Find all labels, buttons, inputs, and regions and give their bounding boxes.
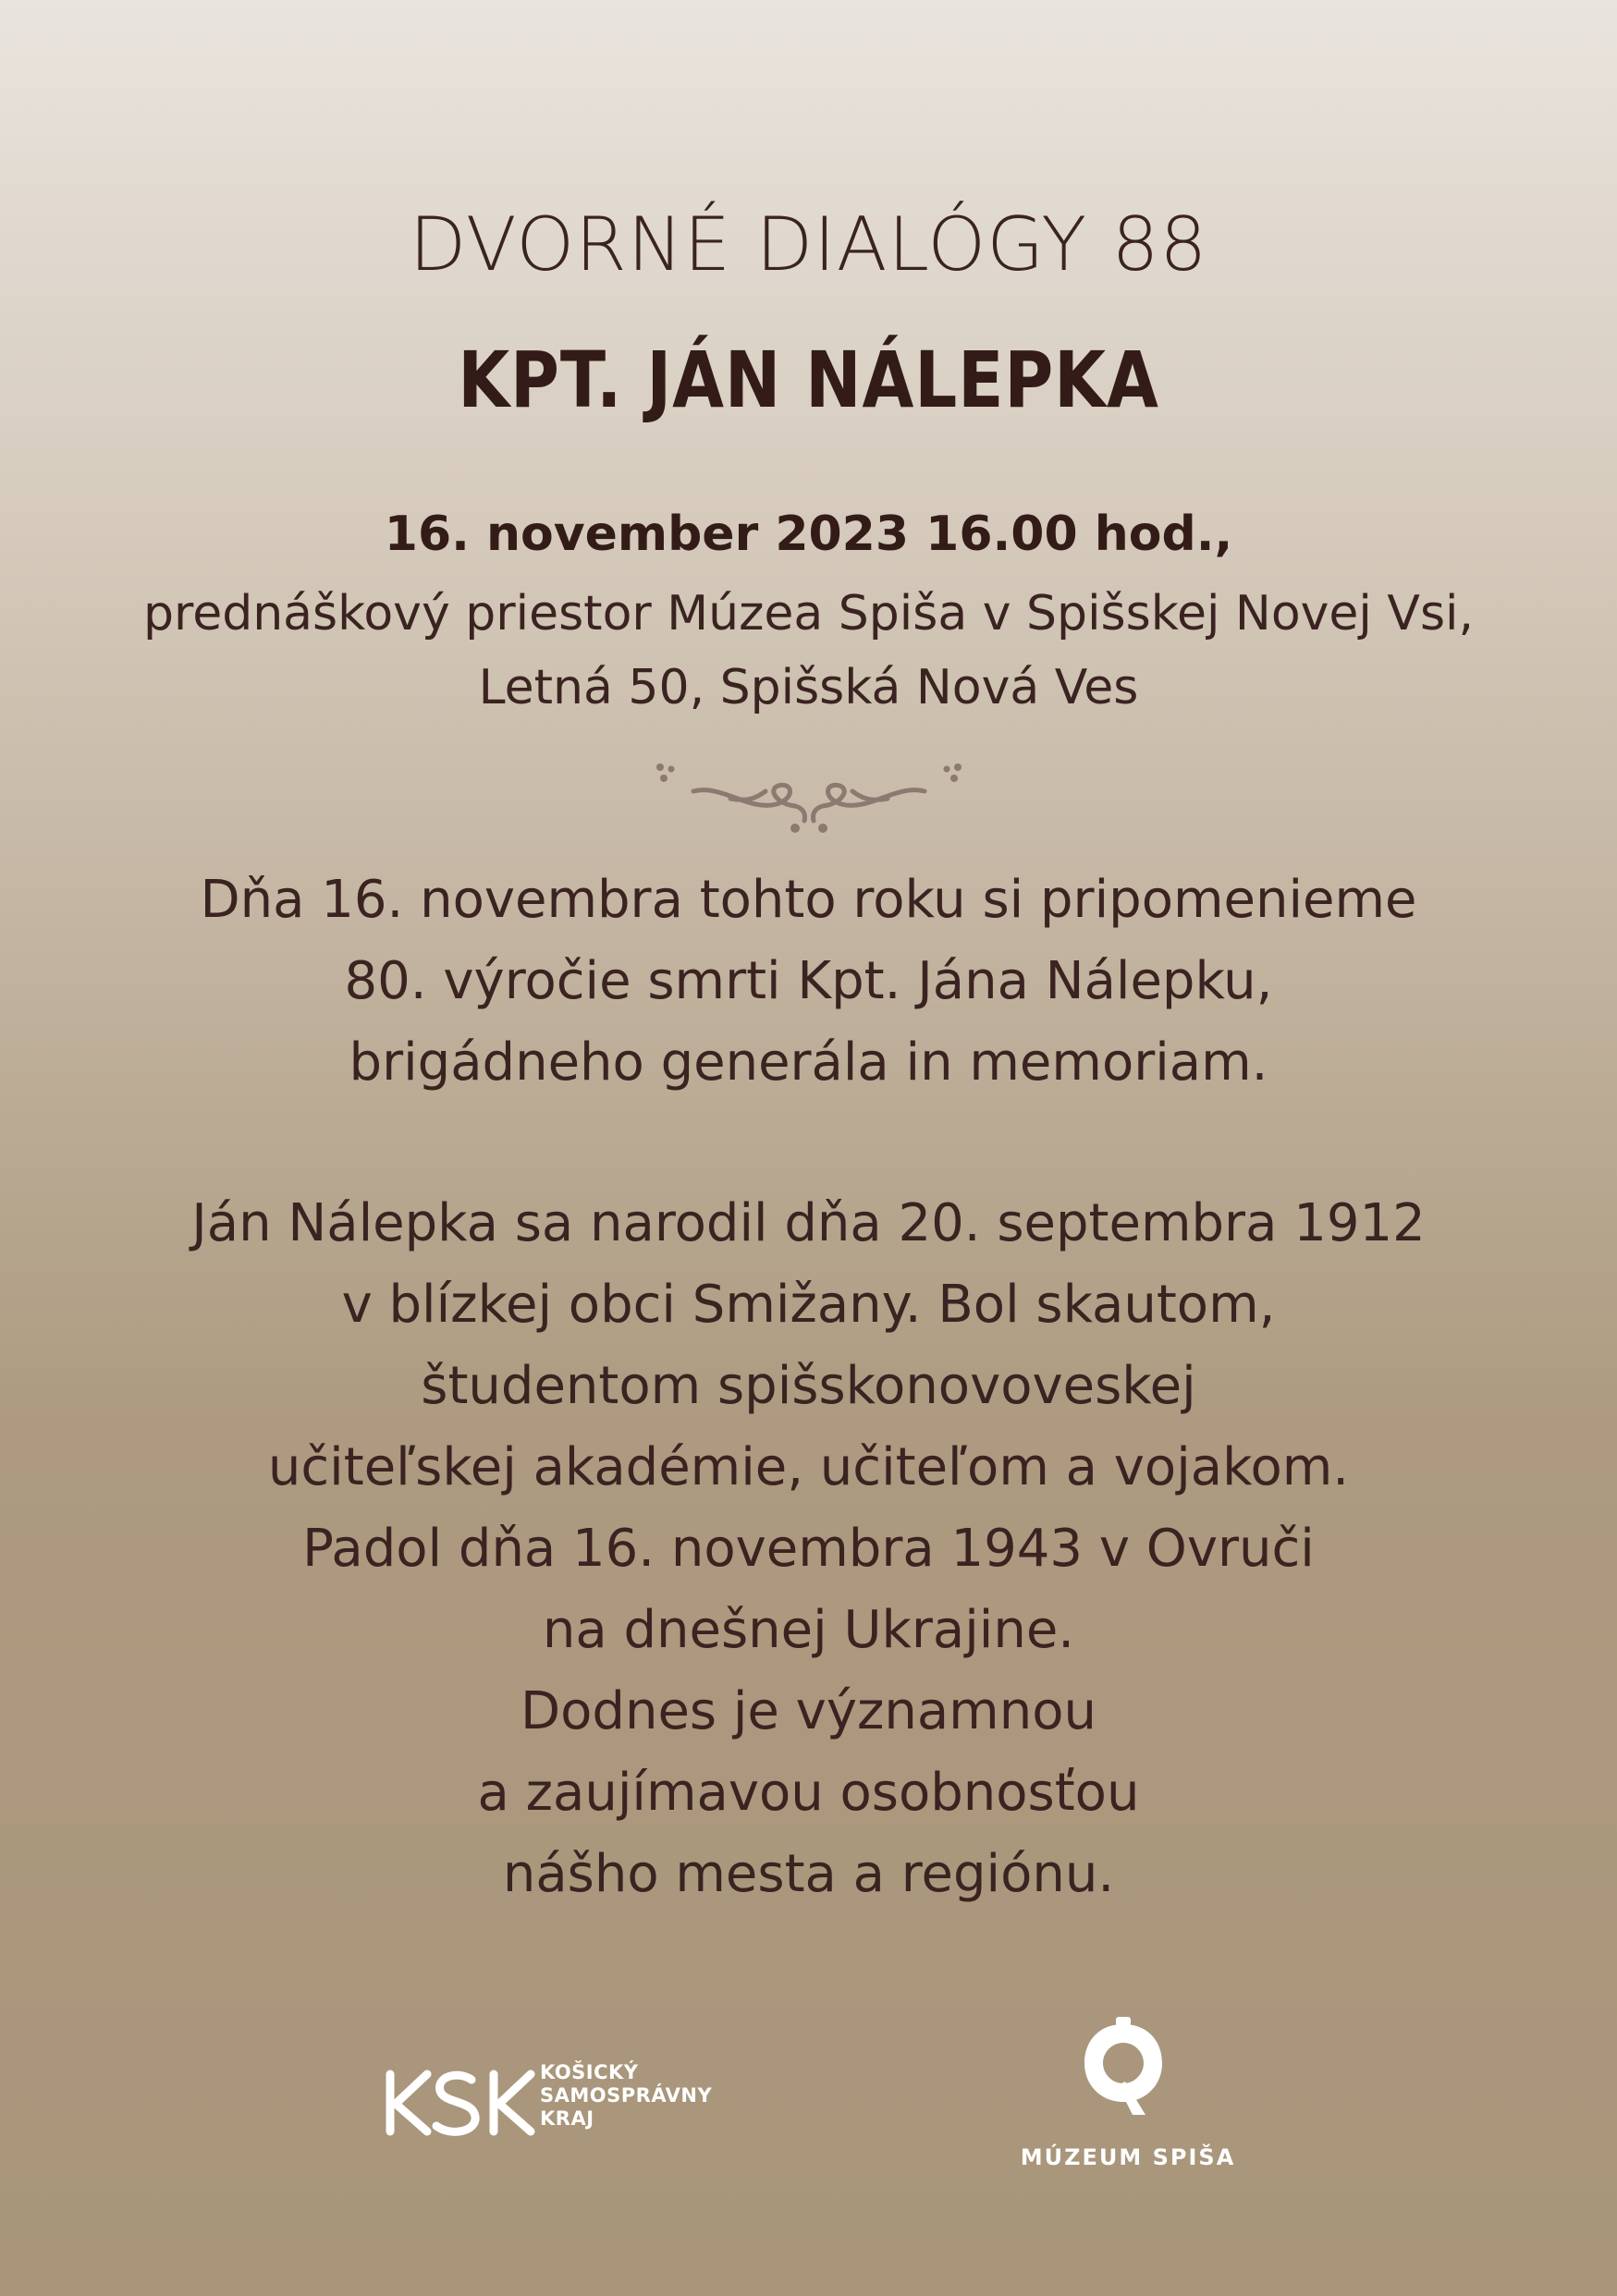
text-line: nášho mesta a regiónu. bbox=[502, 1844, 1115, 1904]
venue-line: prednáškový priestor Múzea Spiša v Spišskej Novej Vsi, bbox=[142, 586, 1475, 641]
museum-logo-text: MÚZEUM SPIŠA bbox=[1020, 2144, 1236, 2170]
text-line: 80. výročie smrti Kpt. Jána Nálepku, bbox=[344, 951, 1273, 1011]
text-line: Dňa 16. novembra tohto roku si pripomenieme bbox=[200, 870, 1417, 930]
text-line: Dodnes je významnou bbox=[521, 1681, 1096, 1741]
event-venue bbox=[0, 577, 1617, 725]
page-title: KPT. JÁN NÁLEPKA bbox=[458, 335, 1159, 425]
ksk-line: KRAJ bbox=[540, 2107, 594, 2130]
body-paragraph-2 bbox=[0, 1183, 1617, 1915]
event-date: 16. november 2023 16.00 hod., bbox=[384, 507, 1233, 562]
venue-line: Letná 50, Spišská Nová Ves bbox=[478, 660, 1139, 715]
ksk-line: KOŠICKÝ bbox=[540, 2061, 639, 2083]
body-paragraph-1 bbox=[0, 860, 1617, 1104]
museum-logo-icon bbox=[1077, 2015, 1170, 2126]
text-line: brigádneho generála in memoriam. bbox=[349, 1032, 1268, 1093]
text-line: a zaujímavou osobnosťou bbox=[477, 1763, 1140, 1823]
text-line: študentom spišskonovoveskej bbox=[421, 1356, 1196, 1416]
text-line: Ján Nálepka sa narodil dňa 20. septembra 1912 bbox=[191, 1193, 1426, 1253]
ksk-line: SAMOSPRÁVNY bbox=[540, 2084, 713, 2107]
text-line: v blízkej obci Smižany. Bol skautom, bbox=[341, 1275, 1276, 1335]
event-series: DVORNÉ DIALÓGY 88 bbox=[409, 202, 1208, 287]
text-line: na dnešnej Ukrajine. bbox=[542, 1600, 1075, 1660]
ornament-divider-icon bbox=[647, 756, 971, 839]
text-line: Padol dňa 16. novembra 1943 v Ovruči bbox=[302, 1519, 1315, 1579]
text-line: učiteľskej akadémie, učiteľom a vojakom. bbox=[267, 1437, 1350, 1497]
ksk-logo-text bbox=[540, 2061, 712, 2131]
